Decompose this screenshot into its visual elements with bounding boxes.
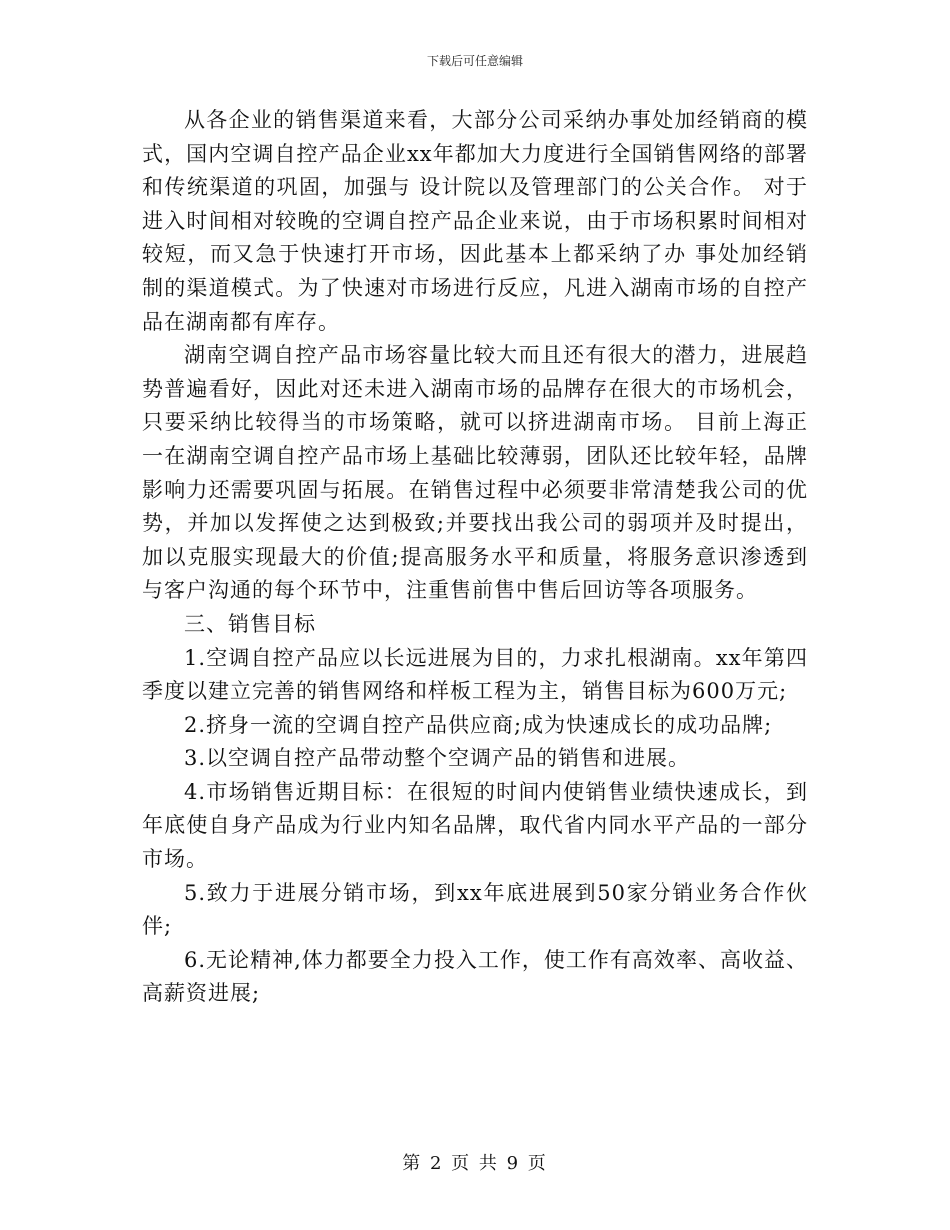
page-header: 下载后可任意编辑: [426, 54, 523, 68]
document-body: [142, 104, 808, 1011]
paragraph-sales-channels: 从各企业的销售渠道来看，大部分公司采纳办事处加经销商的模式，国内空调自控产品企业xx年都加大力度进行全国销售网络的部署和传统渠道的巩固，加强与 设计院以及管理部门的公关合作。 对于进入时间相对较晚的空调自控产品企业来说，由于市场积累时间相对较短，而又急于快速打开市场，因此基本上都采纳了办 事处加经销制的渠道模式。为了快速对市场进行反应，凡进入湖南市场的自控产品在湖南都有库存。: [142, 108, 808, 334]
list-item-target-5: 5.致力于进展分销市场，到xx年底进展到50家分销业务合作伙伴;: [142, 880, 808, 939]
list-item-target-2: 2.挤身一流的空调自控产品供应商;成为快速成长的成功品牌;: [184, 712, 773, 737]
list-item-target-6: 6.无论精神,体力都要全力投入工作，使工作有高效率、高收益、高薪资进展;: [142, 947, 808, 1006]
list-item-target-4: 4.市场销售近期目标：在很短的时间内使销售业绩快速成长，到年底使自身产品成为行业内知名品牌，取代省内同水平产品的一部分市场。: [142, 779, 808, 872]
section-heading-sales-targets: 三、销售目标: [184, 611, 316, 636]
list-item-target-1: 1.空调自控产品应以长远进展为目的，力求扎根湖南。xx年第四季度以建立完善的销售网络和样板工程为主，销售目标为600万元;: [142, 645, 808, 704]
list-item-target-3: 3.以空调自控产品带动整个空调产品的销售和进展。: [184, 746, 691, 771]
page-number-footer: 第 2 页 共 9 页: [402, 1153, 548, 1174]
paragraph-market-capacity: 湖南空调自控产品市场容量比较大而且还有很大的潜力，进展趋势普遍看好，因此对还未进入湖南市场的品牌存在很大的市场机会，只要采纳比较得当的市场策略，就可以挤进湖南市场。 目前上海正一在湖南空调自控产品市场上基础比较薄弱，团队还比较年轻，品牌影响力还需要巩固与拓展。在销售过程中必须要非常清楚我公司的优势，并加以发挥使之达到极致;并要找出我公司的弱项并及时提出，加以克服实现最大的价值;提高服务水平和质量，将服务意识渗透到与客户沟通的每个环节中，注重售前售中售后回访等各项服务。: [142, 343, 808, 603]
